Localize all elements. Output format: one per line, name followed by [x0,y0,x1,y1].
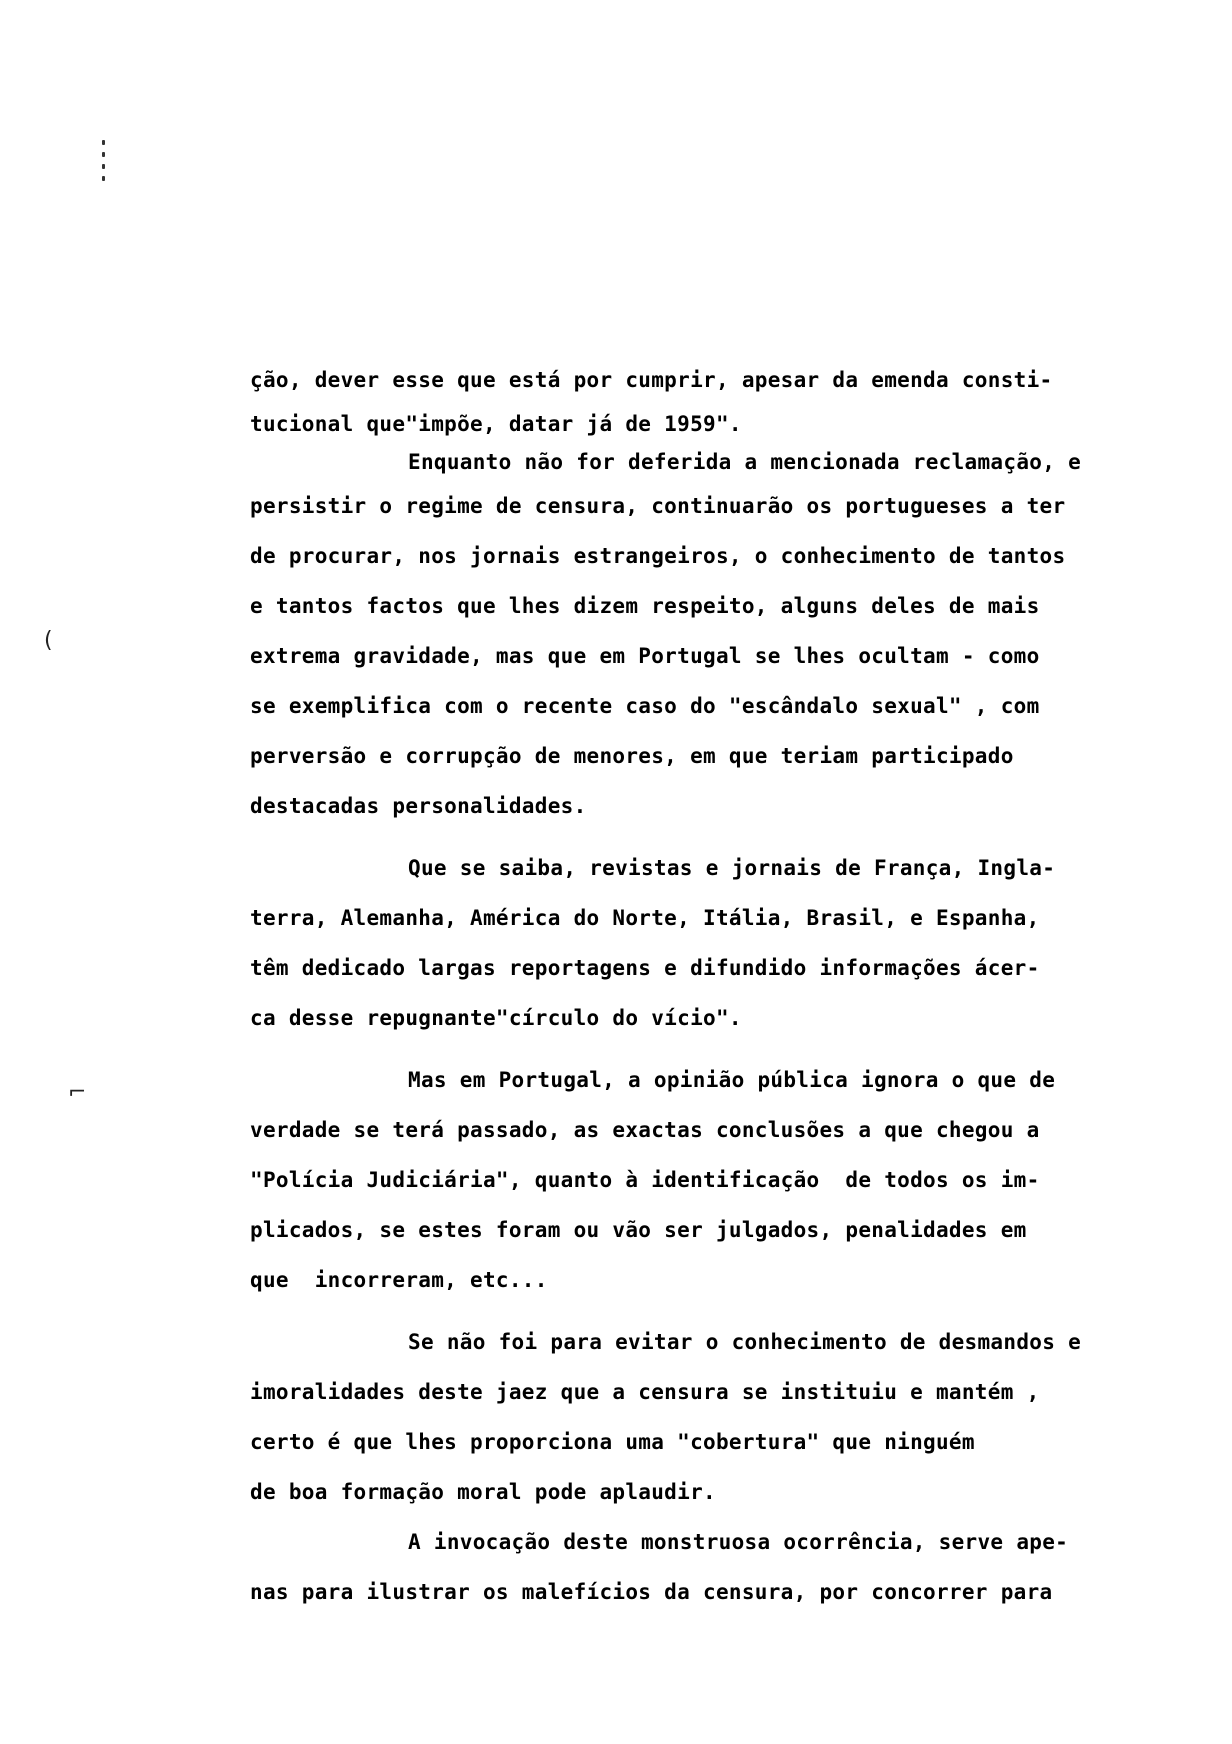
text-line: perversão e corrupção de menores, em que teriam participado [250,744,1014,768]
margin-mark [102,164,105,169]
text-line: têm dedicado largas reportagens e difundido informações ácer- [250,956,1040,980]
text-line: nas para ilustrar os malefícios da censura, por concorrer para [250,1580,1053,1604]
text-line: Se não foi para evitar o conhecimento de desmandos e [408,1330,1082,1354]
paragraph-gap [250,1043,1190,1055]
margin-mark [102,176,105,181]
text-line: Que se saiba, revistas e jornais de França, Ingla- [408,856,1056,880]
text-line: Mas em Portugal, a opinião pública ignora o que de [408,1068,1056,1092]
text-line: de procurar, nos jornais estrangeiros, o conhecimento de tantos [250,544,1066,568]
text-line: de boa formação moral pode aplaudir. [250,1480,716,1504]
text-line: extrema gravidade, mas que em Portugal se lhes ocultam - como [250,644,1040,668]
text-line: plicados, se estes foram ou vão ser julgados, penalidades em [250,1218,1027,1242]
text-line: verdade se terá passado, as exactas conclusões a que chegou a [250,1118,1040,1142]
text-line: tucional que"impõe, datar já de 1959". [250,412,742,436]
text-line: que incorreram, etc... [250,1268,548,1292]
text-line: Enquanto não for deferida a mencionada reclamação, e [408,450,1082,474]
text-line: e tantos factos que lhes dizem respeito, alguns deles de mais [250,594,1040,618]
paragraph-gap [250,1305,1190,1317]
margin-mark [102,140,105,145]
text-line: ca desse repugnante"círculo do vício". [250,1006,742,1030]
text-line: ção, dever esse que está por cumprir, apesar da emenda consti- [250,368,1053,392]
text-line: imoralidades deste jaez que a censura se instituiu e mantém , [250,1380,1040,1404]
margin-punch-marks [98,140,108,200]
text-line: persistir o regime de censura, continuarão os portugueses a ter [250,494,1066,518]
text-line: certo é que lhes proporciona uma "cobertura" que ninguém [250,1430,975,1454]
text-line: se exemplifica com o recente caso do "escândalo sexual" , com [250,694,1040,718]
text-line: A invocação deste monstruosa ocorrência, serve ape- [408,1530,1069,1554]
text-line: destacadas personalidades. [250,794,587,818]
scan-speck: ( [44,628,53,653]
scan-speck: ⌐ [68,1080,87,1105]
document-body-text [250,355,1190,1617]
margin-mark [102,152,105,157]
text-line: terra, Alemanha, América do Norte, Itália, Brasil, e Espanha, [250,906,1040,930]
text-line: "Polícia Judiciária", quanto à identificação de todos os im- [250,1168,1040,1192]
paragraph-gap [250,831,1190,843]
